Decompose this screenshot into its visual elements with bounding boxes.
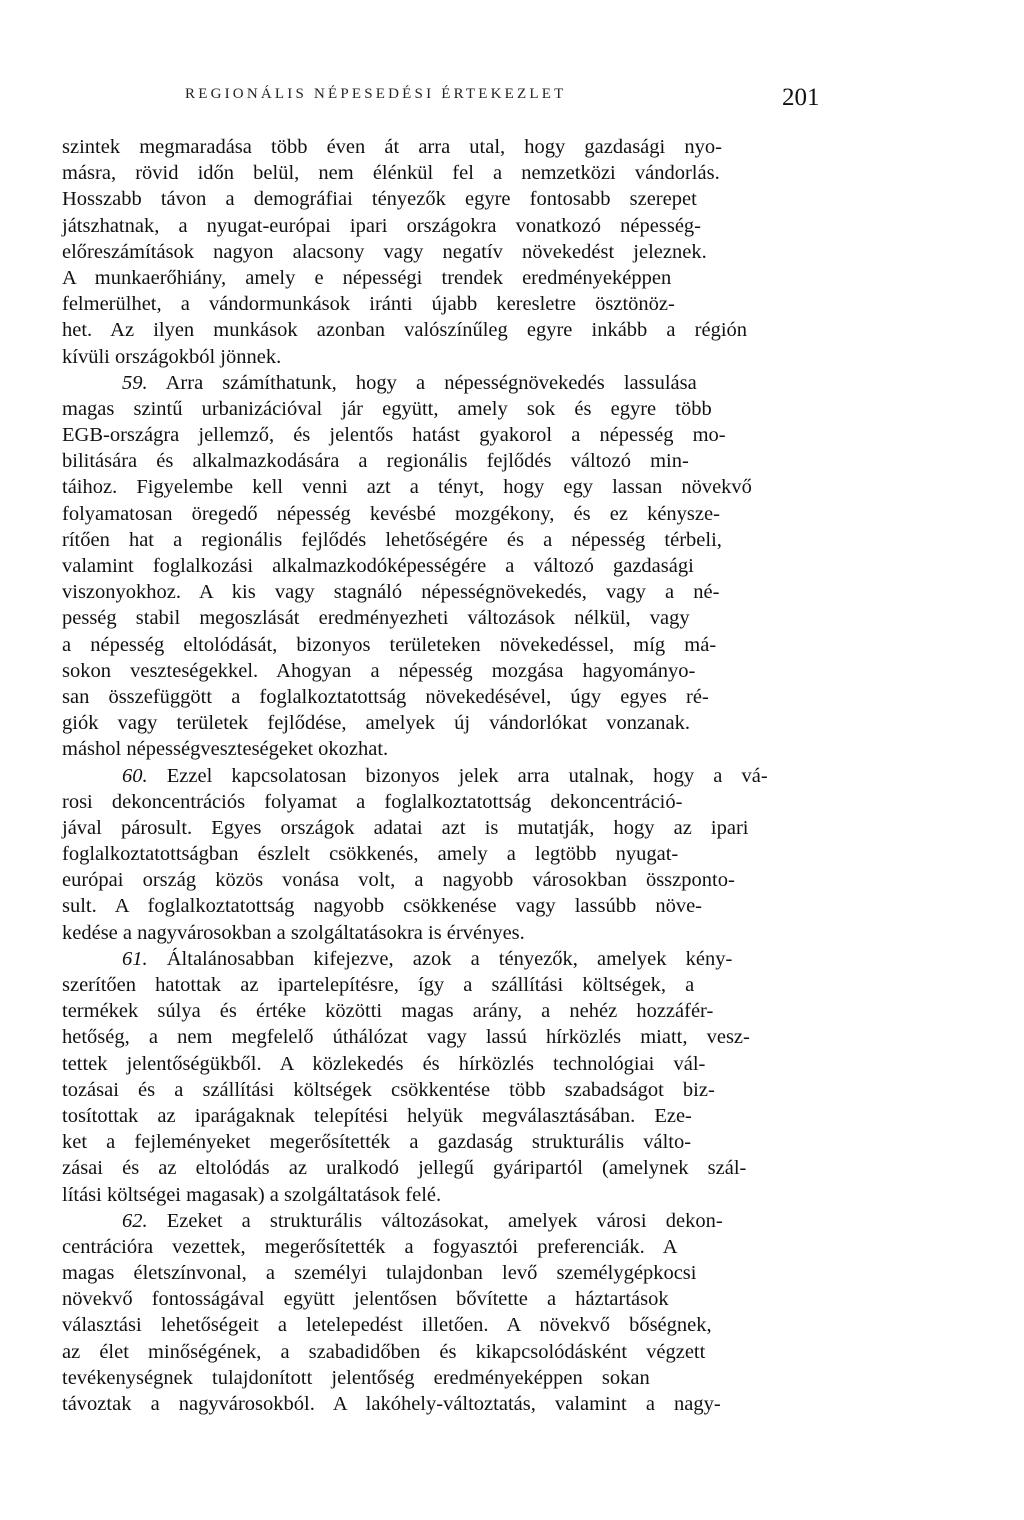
- text-line: [62, 1312, 822, 1338]
- line-text: a népesség eltolódását, bizonyos területeken növekedéssel, míg má-: [62, 633, 717, 656]
- text-line: [62, 396, 822, 422]
- line-text: sult. A foglalkoztatottság nagyobb csökkenése vagy lassúbb növe-: [62, 895, 703, 918]
- text-line: [62, 710, 822, 736]
- text-line: [62, 160, 822, 186]
- line-text: pesség stabil megoszlását eredményezheti változások nélkül, vagy: [62, 607, 690, 630]
- line-text: sokon veszteségekkel. Ahogyan a népesség mozgása hagyományo-: [62, 659, 696, 682]
- running-head: REGIONÁLIS NÉPESEDÉSI ÉRTEKEZLET: [185, 86, 567, 102]
- line-text: folyamatosan öregedő népesség kevésbé mozgékony, és ez kénysze-: [62, 502, 720, 525]
- text-line: [62, 1208, 822, 1234]
- page-number: 201: [782, 84, 820, 111]
- line-text: tevékenységnek tulajdonított jelentőség eredményeképpen sokan: [62, 1366, 650, 1389]
- text-line: [62, 972, 822, 998]
- line-text: játszhatnak, a nyugat-európai ipari országokra vonatkozó népesség-: [62, 214, 701, 237]
- paragraph-number: 61.: [122, 947, 148, 970]
- line-text: szintek megmaradása több éven át arra utal, hogy gazdasági nyo-: [62, 136, 722, 158]
- line-text: tosítottak az iparágaknak telepítési helyük megválasztásában. Eze-: [62, 1104, 692, 1127]
- line-text: Ezeket a strukturális változásokat, amelyek városi dekon-: [166, 1209, 723, 1232]
- line-text: előreszámítások nagyon alacsony vagy negatív növekedést jeleznek.: [62, 240, 707, 263]
- line-text: bilitására és alkalmazkodására a regionális fejlődés változó min-: [62, 450, 689, 473]
- text-line: [62, 736, 822, 762]
- text-line: [62, 1103, 822, 1129]
- text-line: [62, 632, 822, 658]
- line-text: Hosszabb távon a demográfiai tényezők egyre fontosabb szerepet: [62, 188, 697, 211]
- text-line: [62, 1365, 822, 1391]
- line-text: termékek súlya és értéke közötti magas arány, a nehéz hozzáfér-: [62, 1000, 714, 1023]
- line-text: tozásai és a szállítási költségek csökkentése több szabadságot biz-: [62, 1078, 715, 1101]
- line-text: máshol népességveszteségeket okozhat.: [62, 738, 389, 761]
- line-text: giók vagy területek fejlődése, amelyek új vándorlókat vonzanak.: [62, 712, 690, 735]
- text-line: [62, 186, 822, 212]
- line-text: táihoz. Figyelembe kell venni azt a tényt, hogy egy lassan növekvő: [62, 476, 752, 499]
- paragraph-number: 59.: [122, 371, 148, 394]
- line-text: európai ország közös vonása volt, a nagyobb városokban összponto-: [62, 869, 735, 892]
- line-text: viszonyokhoz. A kis vagy stagnáló népességnövekedés, vagy a né-: [62, 581, 720, 604]
- text-line: [62, 422, 822, 448]
- line-text: jával párosult. Egyes országok adatai azt is mutatják, hogy az ipari: [62, 816, 749, 839]
- text-line: [62, 1391, 822, 1417]
- text-line: [62, 605, 822, 631]
- line-text: Arra számíthatunk, hogy a népességnövekedés lassulása: [165, 371, 697, 394]
- text-line: [62, 134, 822, 160]
- text-line: [62, 1155, 822, 1181]
- text-line: [62, 448, 822, 474]
- text-line: [62, 501, 822, 527]
- line-text: ket a fejleményeket megerősítették a gazdaság strukturális válto-: [62, 1131, 692, 1154]
- text-line: [62, 1024, 822, 1050]
- text-line: [62, 658, 822, 684]
- line-text: magas életszínvonal, a személyi tulajdonban levő személygépkocsi: [62, 1262, 697, 1285]
- line-text: centrációra vezettek, megerősítették a fogyasztói preferenciák. A: [62, 1235, 678, 1258]
- text-line: [62, 1077, 822, 1103]
- text-line: [62, 841, 822, 867]
- text-line: [62, 815, 822, 841]
- text-line: [62, 213, 822, 239]
- line-text: A munkaerőhiány, amely e népességi trendek eredményeképpen: [62, 266, 672, 289]
- line-text: az élet minőségének, a szabadidőben és kikapcsolódásként végzett: [62, 1340, 706, 1363]
- line-text: felmerülhet, a vándormunkások iránti újabb keresletre ösztönöz-: [62, 293, 675, 316]
- line-text: rítően hat a regionális fejlődés lehetőségére és a népesség térbeli,: [62, 528, 722, 551]
- line-text: rosi dekoncentrációs folyamat a foglalkoztatottság dekoncentráció-: [62, 790, 683, 813]
- line-text: növekvő fontosságával együtt jelentősen bővítette a háztartások: [62, 1288, 669, 1311]
- text-line: [62, 370, 822, 396]
- text-line: [62, 684, 822, 710]
- text-line: [62, 265, 822, 291]
- line-text: hetőség, a nem megfelelő úthálózat vagy lassú hírközlés miatt, vesz-: [62, 1026, 750, 1049]
- text-line: [62, 893, 822, 919]
- line-text: EGB-országra jellemző, és jelentős hatást gyakorol a népesség mo-: [62, 424, 726, 447]
- text-line: [62, 317, 822, 343]
- line-text: tettek jelentőségükből. A közlekedés és hírközlés technológiai vál-: [62, 1052, 706, 1075]
- line-text: szerítően hatottak az ipartelepítésre, így a szállítási költségek, a: [62, 974, 695, 996]
- line-text: zásai és az eltolódás az uralkodó jellegű gyáripartól (amelynek szál-: [62, 1157, 747, 1180]
- text-line: [62, 1260, 822, 1286]
- line-text: távoztak a nagyvárosokból. A lakóhely-változtatás, valamint a nagy-: [62, 1393, 721, 1415]
- text-line: [62, 1286, 822, 1312]
- line-text: kedése a nagyvárosokban a szolgáltatásokra is érvényes.: [62, 921, 525, 944]
- text-line: [62, 579, 822, 605]
- line-text: valamint foglalkozási alkalmazkodóképességére a változó gazdasági: [62, 555, 694, 577]
- text-line: [62, 239, 822, 265]
- text-line: [62, 553, 822, 579]
- line-text: Általánosabban kifejezve, azok a tényezők, amelyek kény-: [166, 947, 733, 970]
- text-line: [62, 946, 822, 972]
- text-line: [62, 1182, 822, 1208]
- text-line: [62, 998, 822, 1024]
- text-line: [62, 789, 822, 815]
- line-text: foglalkoztatottságban észlelt csökkenés, amely a legtöbb nyugat-: [62, 843, 679, 866]
- line-text: magas szintű urbanizációval jár együtt, amely sok és egyre több: [62, 397, 712, 420]
- line-text: het. Az ilyen munkások azonban valószínűleg egyre inkább a régión: [62, 319, 748, 342]
- line-text: Ezzel kapcsolatosan bizonyos jelek arra utalnak, hogy a vá-: [166, 764, 768, 787]
- line-text: választási lehetőségeit a letelepedést illetően. A növekvő bőségnek,: [62, 1314, 712, 1337]
- line-text: lítási költségei magasak) a szolgáltatások felé.: [62, 1183, 442, 1206]
- text-line: [62, 1339, 822, 1365]
- paragraph-number: 62.: [122, 1209, 148, 1232]
- text-line: [62, 1051, 822, 1077]
- text-line: [62, 344, 822, 370]
- body-text: [62, 134, 822, 1417]
- text-line: [62, 291, 822, 317]
- text-line: [62, 1129, 822, 1155]
- text-line: [62, 920, 822, 946]
- line-text: san összefüggött a foglalkoztatottság növekedésével, úgy egyes ré-: [62, 685, 709, 708]
- text-line: [62, 527, 822, 553]
- text-line: [62, 1234, 822, 1260]
- text-line: [62, 867, 822, 893]
- paragraph-number: 60.: [122, 764, 148, 787]
- line-text: kívüli országokból jönnek.: [62, 345, 282, 368]
- line-text: másra, rövid időn belül, nem élénkül fel a nemzetközi vándorlás.: [62, 162, 720, 185]
- text-line: [62, 763, 822, 789]
- text-line: [62, 474, 822, 500]
